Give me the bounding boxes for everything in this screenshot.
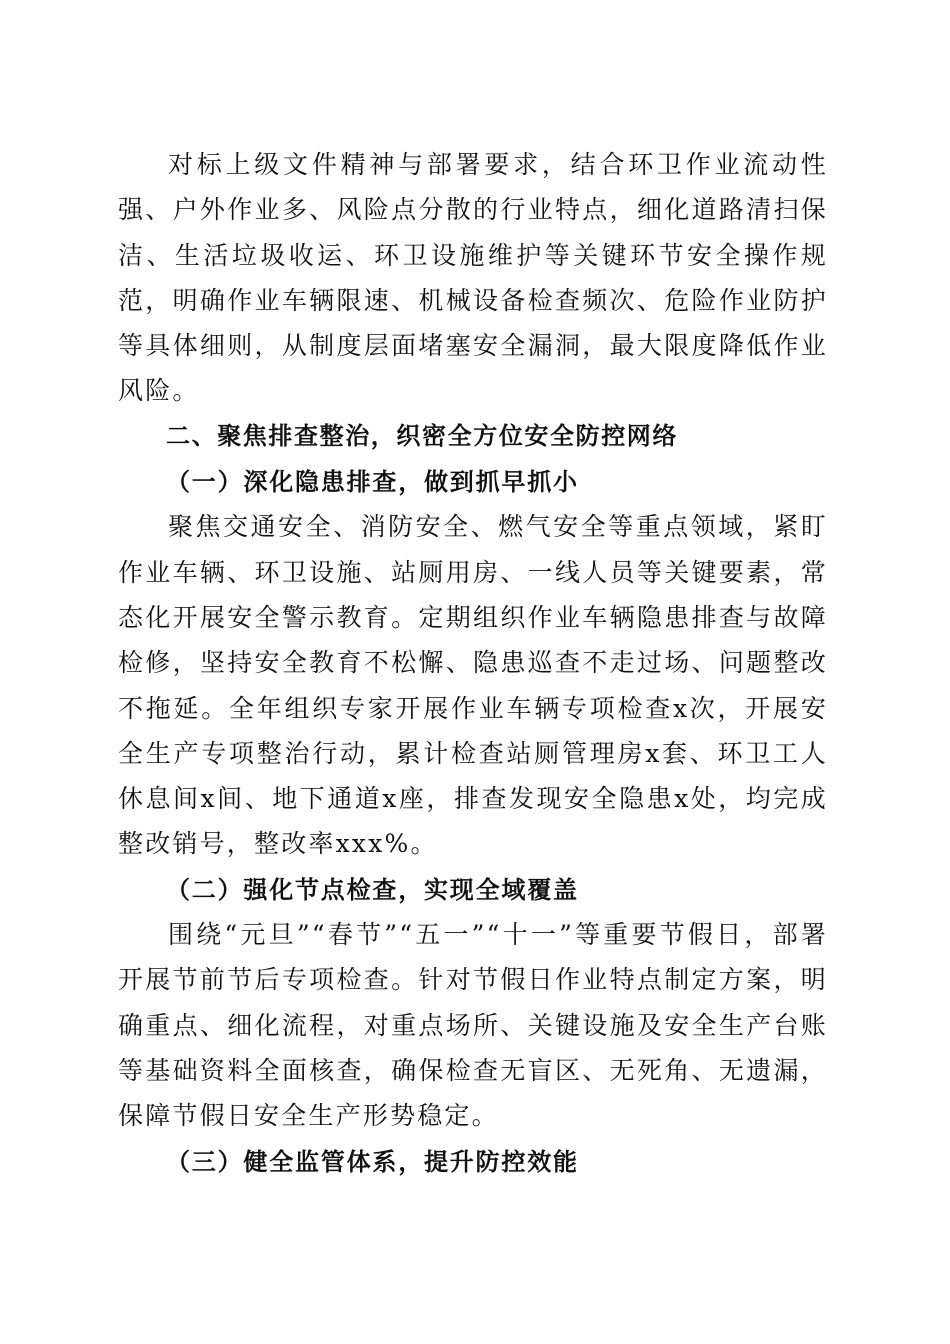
subsection-heading-3: （三）健全监管体系，提升防控效能 [166,1146,579,1176]
paragraph-hazard-inspection: 聚焦交通安全、消防安全、燃气安全等重点领域，紧盯作业车辆、环卫设施、站厕用房、一线人员等关键要素，常态化开展安全警示教育。定期组织作业车辆隐患排查与故障检修，坚持安全教育不松懈、隐患巡查不走过场、问题整改不拖延。全年组织专家开展作业车辆专项检查x次，开展安全生产专项整治行动，累计检查站厕管理房x套、环卫工人休息间x间、地下通道x座，排查发现安全隐患x处，均完成整改销号，整改率xxx%。 [118,512,828,859]
paragraph-regulations: 对标上级文件精神与部署要求，结合环卫作业流动性强、户外作业多、风险点分散的行业特点，细化道路清扫保洁、生活垃圾收运、环卫设施维护等关键环节安全操作规范，明确作业车辆限速、机械设备检查频次、危险作业防护等具体细则，从制度层面堵塞安全漏洞，最大限度降低作业风险。 [118,150,828,406]
paragraph-holiday-inspection: 围绕“元旦”“春节”“五一”“十一”等重要节假日，部署开展节前节后专项检查。针对节假日作业特点制定方案，明确重点、细化流程，对重点场所、关键设施及安全生产台账等基础资料全面核查，确保检查无盲区、无死角、无遗漏，保障节假日安全生产形势稳定。 [118,920,828,1131]
subsection-heading-1: （一）深化隐患排查，做到抓早抓小 [166,467,579,497]
subsection-heading-2: （二）强化节点检查，实现全域覆盖 [166,874,579,904]
section-heading-2: 二、聚焦排查整治，织密全方位安全防控网络 [166,421,678,450]
document-body [118,142,828,1184]
